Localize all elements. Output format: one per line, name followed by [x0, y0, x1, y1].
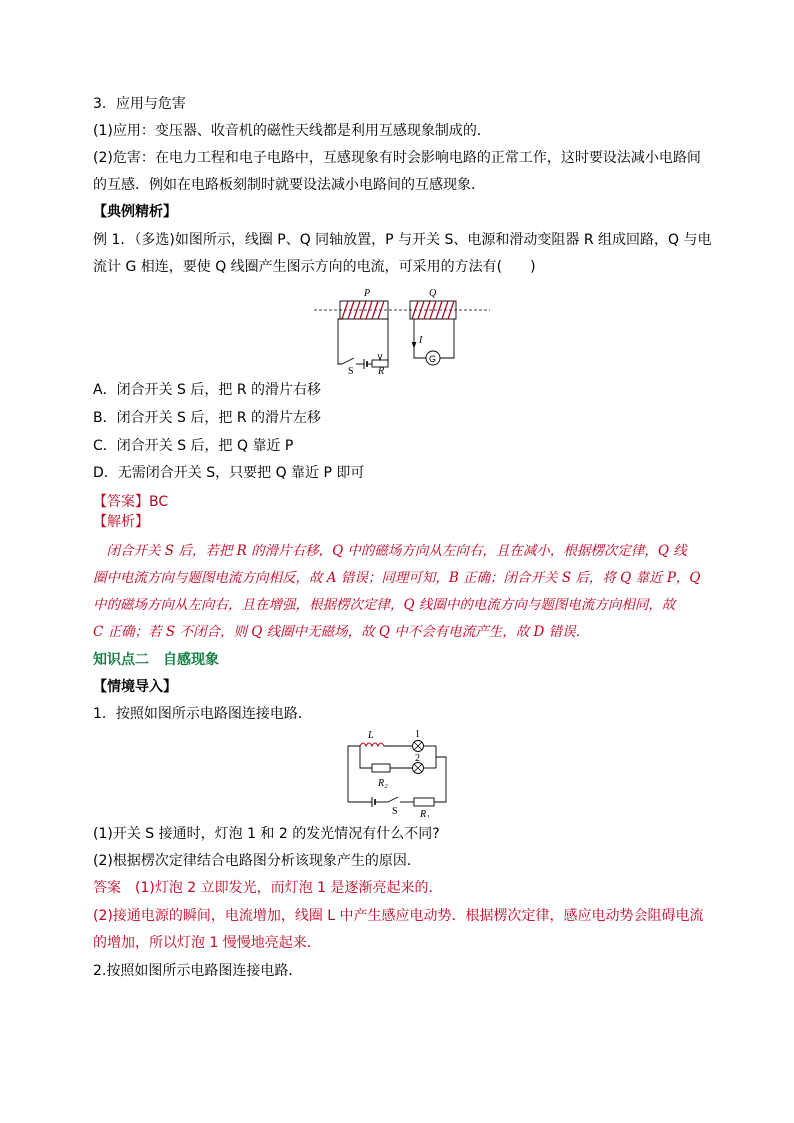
label-lamp1: 1: [415, 729, 420, 740]
scene1-title: 1．按照如图所示电路图连接电路．: [93, 706, 312, 722]
section-3-title: 3．应用与危害: [93, 96, 186, 112]
label-r2: R₂: [378, 778, 388, 789]
option-c: C．闭合开关 S 后，把 Q 靠近 P: [93, 438, 294, 454]
label-l: L: [368, 730, 374, 741]
self-induction-circuit-figure: [342, 728, 458, 818]
analysis-line1: 闭合开关 S 后，若把 R 的滑片右移，Q 中的磁场方向从左向右，且在减小，根据楞次定律，Q 线: [93, 543, 687, 559]
option-d: D．无需闭合开关 S，只要把 Q 靠近 P 即可: [93, 465, 365, 481]
coil-pq-figure: [312, 284, 492, 376]
example1-question-line2: 流计 G 相连，要使 Q 线圈产生图示方向的电流，可采用的方法有( ): [93, 259, 536, 275]
label-switch: S: [392, 806, 398, 817]
example-section-header: 【典例精析】: [93, 204, 177, 220]
label-p: P: [364, 288, 371, 299]
example1-question-line1: 例 1．（多选)如图所示，线圈 P、Q 同轴放置，P 与开关 S、电源和滑动变阻器 R 组成回路，Q 与电: [93, 232, 712, 248]
label-i: I: [419, 335, 423, 346]
option-a: A．闭合开关 S 后，把 R 的滑片右移: [93, 382, 321, 398]
label-r: R: [378, 366, 385, 376]
scene1-question2: (2)根据楞次定律结合电路图分析该现象产生的原因．: [93, 853, 421, 869]
scene1-answer2-line2: 的增加，所以灯泡 1 慢慢地亮起来．: [93, 935, 321, 951]
label-g: G: [429, 354, 437, 364]
scene1-question1: (1)开关 S 接通时，灯泡 1 和 2 的发光情况有什么不同?: [93, 826, 440, 842]
label-lamp2: 2: [415, 753, 420, 764]
option-b: B．闭合开关 S 后，把 R 的滑片左移: [93, 410, 322, 426]
analysis-line2: 圈中电流方向与题图电流方向相反，故 A 错误；同理可知，B 正确；闭合开关 S 后，将 Q 靠近 P，Q: [93, 570, 701, 586]
label-q: Q: [429, 288, 437, 299]
scene-header: 【情境导入】: [93, 679, 177, 695]
analysis-label: 【解析】: [93, 514, 149, 530]
scene1-answer1: 答案 (1)灯泡 2 立即发光，而灯泡 1 是逐渐亮起来的．: [93, 880, 443, 896]
label-r1: R₁: [420, 809, 430, 818]
scene1-answer2-line1: (2)接通电源的瞬间，电流增加，线圈 L 中产生感应电动势．根据楞次定律，感应电动势会阻碍电流: [93, 908, 704, 924]
analysis-line4: C 正确；若 S 不闭合，则 Q 线圈中无磁场，故 Q 中不会有电流产生，故 D 错误．: [93, 624, 590, 640]
knowledge-point-2-heading: 知识点二 自感现象: [93, 652, 219, 668]
answer-line: 【答案】BC: [93, 494, 169, 510]
hazard-paragraph-line2: 的互感．例如在电路板刻制时就要设法减小电路间的互感现象．: [93, 177, 485, 193]
analysis-line3: 中的磁场方向从左向右，且在增强，根据楞次定律，Q 线圈中的电流方向与题图电流方向相同，故: [93, 597, 676, 613]
hazard-paragraph-line1: (2)危害：在电力工程和电子电路中，互感现象有时会影响电路的正常工作，这时要设法减小电路间: [93, 150, 701, 166]
application-paragraph: (1)应用：变压器、收音机的磁性天线都是利用互感现象制成的．: [93, 123, 491, 139]
scene2-title: 2.按照如图所示电路图连接电路．: [93, 963, 303, 979]
label-s: S: [348, 366, 354, 376]
